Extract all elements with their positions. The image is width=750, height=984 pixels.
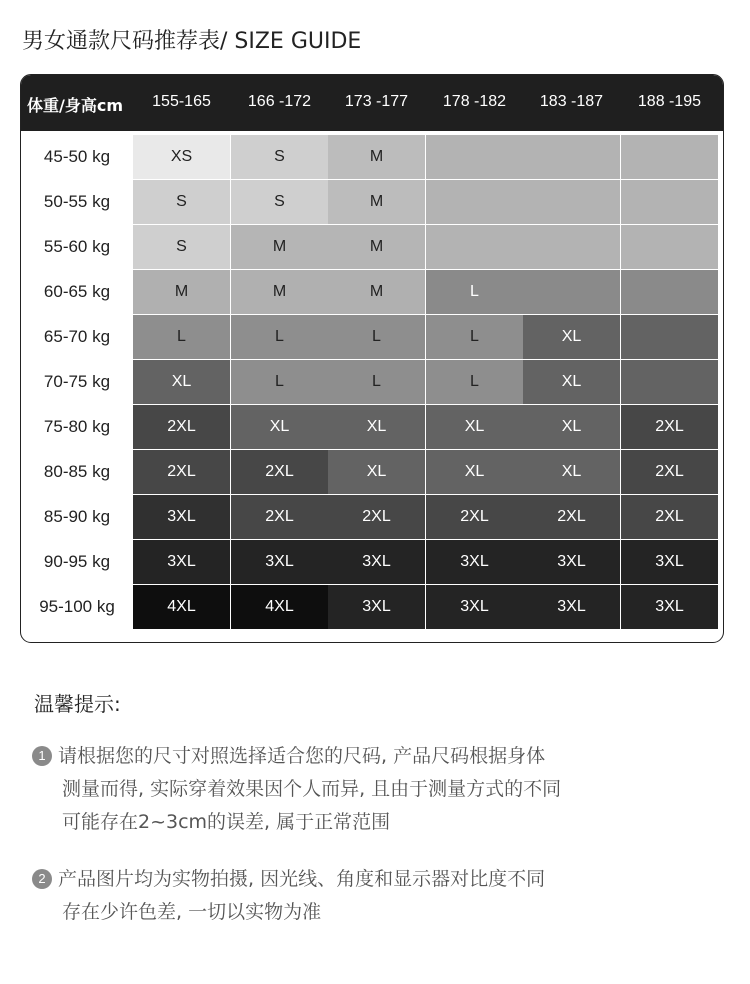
size-cell: M	[328, 270, 425, 314]
size-cell	[523, 225, 620, 269]
height-header: 183 -187	[539, 93, 604, 110]
size-cell: M	[328, 180, 425, 224]
table-header	[21, 75, 724, 131]
size-cell: XL	[426, 450, 523, 494]
size-cell	[523, 270, 620, 314]
size-cell: XL	[523, 315, 620, 359]
size-cell: 3XL	[426, 585, 523, 629]
size-cell: 3XL	[133, 540, 230, 584]
note-line: 测量而得, 实际穿着效果因个人而异, 且由于测量方式的不同	[62, 778, 562, 800]
size-cell	[621, 225, 718, 269]
size-cell: 2XL	[621, 450, 718, 494]
number-badge-icon: 2	[32, 869, 52, 889]
size-cell: 4XL	[231, 585, 328, 629]
note-line: 存在少许色差, 一切以实物为准	[62, 901, 322, 923]
size-cell: 3XL	[133, 495, 230, 539]
size-cell: 2XL	[523, 495, 620, 539]
size-cell: M	[328, 135, 425, 179]
weight-label: 85-90 kg	[43, 507, 111, 526]
size-cell: 3XL	[231, 540, 328, 584]
size-cell: L	[328, 360, 425, 404]
weight-label: 50-55 kg	[43, 192, 111, 211]
weight-label: 80-85 kg	[43, 462, 111, 481]
note-line: 可能存在2~3cm的误差, 属于正常范围	[62, 811, 391, 833]
size-cell: 3XL	[328, 585, 425, 629]
size-cell: XL	[523, 405, 620, 449]
size-cell	[621, 360, 718, 404]
weight-label: 65-70 kg	[43, 327, 111, 346]
size-cell	[621, 270, 718, 314]
height-header: 178 -182	[442, 93, 507, 110]
size-cell: M	[231, 270, 328, 314]
size-cell: L	[426, 360, 523, 404]
size-cell: 3XL	[523, 585, 620, 629]
weight-label: 90-95 kg	[43, 552, 111, 571]
height-header: 155-165	[152, 93, 211, 110]
size-cell: 4XL	[133, 585, 230, 629]
size-cell: XL	[328, 405, 425, 449]
note-line: 请根据您的尺寸对照选择适合您的尺码, 产品尺码根据身体	[58, 745, 546, 767]
size-cell	[426, 180, 523, 224]
size-cell: 3XL	[328, 540, 425, 584]
size-cell	[621, 180, 718, 224]
size-cell: XL	[523, 450, 620, 494]
size-cell: 2XL	[426, 495, 523, 539]
notes-title: 温馨提示:	[34, 692, 121, 716]
page-title: 男女通款尺码推荐表/ SIZE GUIDE	[22, 29, 362, 54]
weight-label: 70-75 kg	[43, 372, 111, 391]
size-cell: S	[133, 225, 230, 269]
size-cell: L	[426, 315, 523, 359]
size-cell	[523, 135, 620, 179]
size-cell	[621, 315, 718, 359]
size-cell: 2XL	[231, 450, 328, 494]
size-cell: L	[133, 315, 230, 359]
size-cell: 2XL	[621, 495, 718, 539]
number-badge-icon: 1	[32, 746, 52, 766]
size-cell: M	[231, 225, 328, 269]
size-cell: XL	[328, 450, 425, 494]
size-table	[20, 74, 724, 643]
size-cell	[523, 180, 620, 224]
weight-label: 60-65 kg	[43, 282, 111, 301]
size-cell: 3XL	[621, 540, 718, 584]
size-cell: 3XL	[621, 585, 718, 629]
height-header: 173 -177	[344, 93, 409, 110]
size-cell: XS	[133, 135, 230, 179]
size-cell	[426, 225, 523, 269]
size-cell: XL	[133, 360, 230, 404]
size-cell: L	[328, 315, 425, 359]
size-cell: S	[133, 180, 230, 224]
size-cell: 3XL	[523, 540, 620, 584]
size-cell: 2XL	[328, 495, 425, 539]
size-cell: 3XL	[426, 540, 523, 584]
corner-label: 体重/身高cm	[27, 96, 124, 115]
size-cell: M	[328, 225, 425, 269]
weight-label: 55-60 kg	[43, 237, 111, 256]
size-cell: 2XL	[133, 450, 230, 494]
note-line: 产品图片均为实物拍摄, 因光线、角度和显示器对比度不同	[58, 868, 546, 890]
size-cell: S	[231, 180, 328, 224]
size-cell: XL	[231, 405, 328, 449]
weight-label: 45-50 kg	[43, 147, 111, 166]
size-cell: 2XL	[231, 495, 328, 539]
size-cell	[426, 135, 523, 179]
size-cell	[621, 135, 718, 179]
size-cell: XL	[523, 360, 620, 404]
size-cell: M	[133, 270, 230, 314]
size-cell: S	[231, 135, 328, 179]
size-cell: 2XL	[133, 405, 230, 449]
size-cell: 2XL	[621, 405, 718, 449]
note-2	[32, 863, 672, 929]
note-1	[32, 740, 672, 839]
height-header: 188 -195	[637, 93, 702, 110]
size-cell: XL	[426, 405, 523, 449]
size-cell: L	[426, 270, 523, 314]
weight-label: 75-80 kg	[43, 417, 111, 436]
size-cell: L	[231, 360, 328, 404]
height-header: 166 -172	[247, 93, 312, 110]
weight-label: 95-100 kg	[39, 597, 115, 616]
size-cell: L	[231, 315, 328, 359]
